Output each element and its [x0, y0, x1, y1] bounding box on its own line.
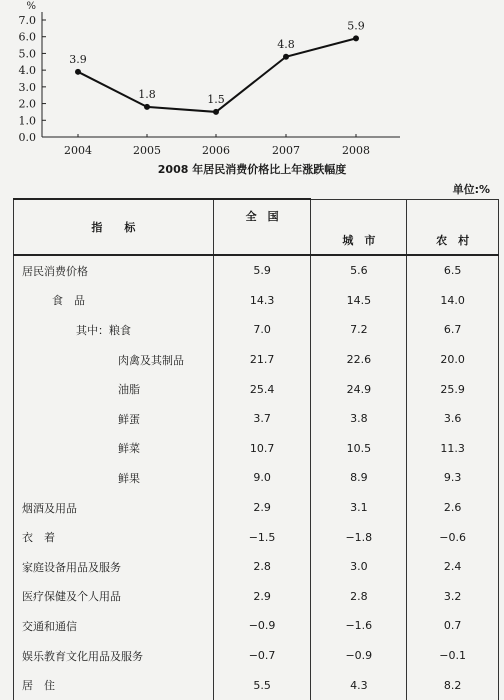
urban-cell: −1.6 [311, 611, 407, 641]
y-unit-label: % [26, 1, 36, 12]
y-tick-label: 1.0 [18, 114, 36, 128]
table-row [14, 670, 499, 700]
rural-cell: 9.3 [407, 463, 499, 493]
table-row [14, 374, 499, 404]
data-point [283, 54, 289, 60]
rural-cell: −0.1 [407, 641, 499, 671]
x-tick-label: 2006 [202, 144, 230, 157]
x-tick-label: 2005 [133, 144, 161, 157]
header-rural: 农 村 [407, 199, 499, 255]
header-urban: 城 市 [311, 199, 407, 255]
national-cell: 2.8 [213, 552, 311, 582]
data-label: 1.8 [138, 87, 156, 101]
national-cell: −0.7 [213, 641, 311, 671]
national-cell: 5.9 [213, 255, 311, 286]
national-cell: 25.4 [213, 374, 311, 404]
urban-cell: 3.1 [311, 493, 407, 523]
national-cell: 21.7 [213, 345, 311, 375]
national-cell: 14.3 [213, 286, 311, 316]
indicator-cell: 鲜果 [14, 463, 214, 493]
table-row [14, 552, 499, 582]
rural-cell: 8.2 [407, 670, 499, 700]
national-cell: 10.7 [213, 434, 311, 464]
line-chart [0, 0, 504, 180]
indicator-cell: 烟酒及用品 [14, 493, 214, 523]
urban-cell: 10.5 [311, 434, 407, 464]
table-row [14, 582, 499, 612]
rural-cell: 20.0 [407, 345, 499, 375]
urban-cell: 2.8 [311, 582, 407, 612]
indicator-cell: 居民消费价格 [14, 255, 214, 286]
x-tick-label: 2004 [64, 144, 92, 157]
urban-cell: 8.9 [311, 463, 407, 493]
table-row [14, 345, 499, 375]
y-tick-label: 2.0 [18, 97, 36, 111]
urban-cell: 5.6 [311, 255, 407, 286]
table-body [14, 255, 499, 700]
table-row [14, 315, 499, 345]
data-label: 5.9 [347, 19, 365, 33]
data-point [213, 109, 219, 115]
table-row [14, 611, 499, 641]
urban-cell: 4.3 [311, 670, 407, 700]
y-tick-label: 5.0 [18, 47, 36, 61]
header-indicator: 指 标 [14, 199, 214, 255]
table-row [14, 404, 499, 434]
cpi-table [13, 198, 499, 700]
national-cell: 2.9 [213, 582, 311, 612]
national-cell: −1.5 [213, 522, 311, 552]
indicator-cell: 肉禽及其制品 [14, 345, 214, 375]
rural-cell: 11.3 [407, 434, 499, 464]
indicator-cell: 交通和通信 [14, 611, 214, 641]
national-cell: −0.9 [213, 611, 311, 641]
urban-cell: 14.5 [311, 286, 407, 316]
table-row [14, 286, 499, 316]
y-tick-label: 4.0 [18, 64, 36, 78]
indicator-cell: 衣 着 [14, 522, 214, 552]
y-tick-label: 3.0 [18, 80, 36, 94]
x-tick-label: 2007 [272, 144, 300, 157]
indicator-cell: 其中：粮食 [14, 315, 214, 345]
urban-cell: 24.9 [311, 374, 407, 404]
indicator-cell: 医疗保健及个人用品 [14, 582, 214, 612]
data-point [144, 104, 150, 110]
table-row [14, 493, 499, 523]
national-cell: 2.9 [213, 493, 311, 523]
rural-cell: −0.6 [407, 522, 499, 552]
indicator-cell: 家庭设备用品及服务 [14, 552, 214, 582]
header-national: 全 国 [213, 199, 311, 255]
indicator-cell: 鲜蛋 [14, 404, 214, 434]
data-label: 3.9 [69, 52, 87, 66]
indicator-cell: 娱乐教育文化用品及服务 [14, 641, 214, 671]
urban-cell: 3.0 [311, 552, 407, 582]
urban-cell: 3.8 [311, 404, 407, 434]
indicator-cell: 食 品 [14, 286, 214, 316]
data-point [75, 69, 81, 75]
table-row [14, 434, 499, 464]
rural-cell: 3.2 [407, 582, 499, 612]
y-tick-label: 7.0 [18, 14, 36, 27]
urban-cell: 22.6 [311, 345, 407, 375]
rural-cell: 6.7 [407, 315, 499, 345]
table-row [14, 522, 499, 552]
y-tick-label: 6.0 [18, 30, 36, 44]
rural-cell: 3.6 [407, 404, 499, 434]
table-row [14, 255, 499, 286]
rural-cell: 2.6 [407, 493, 499, 523]
x-tick-label: 2008 [342, 144, 370, 157]
y-tick-label: 0.0 [18, 131, 36, 144]
indicator-cell: 油脂 [14, 374, 214, 404]
rural-cell: 6.5 [407, 255, 499, 286]
table-row [14, 463, 499, 493]
urban-cell: −1.8 [311, 522, 407, 552]
rural-cell: 2.4 [407, 552, 499, 582]
data-label: 4.8 [277, 37, 295, 51]
urban-cell: −0.9 [311, 641, 407, 671]
table-row [14, 641, 499, 671]
national-cell: 3.7 [213, 404, 311, 434]
data-label: 1.5 [207, 92, 225, 106]
urban-cell: 7.2 [311, 315, 407, 345]
data-point [353, 35, 359, 41]
national-cell: 9.0 [213, 463, 311, 493]
national-cell: 7.0 [213, 315, 311, 345]
rural-cell: 14.0 [407, 286, 499, 316]
rural-cell: 0.7 [407, 611, 499, 641]
table-header-row [14, 199, 499, 255]
indicator-cell: 鲜菜 [14, 434, 214, 464]
national-cell: 5.5 [213, 670, 311, 700]
unit-label: 单位:% [452, 183, 490, 196]
chart-title: 2008 年居民消费价格比上年涨跌幅度 [157, 163, 347, 176]
rural-cell: 25.9 [407, 374, 499, 404]
indicator-cell: 居 住 [14, 670, 214, 700]
